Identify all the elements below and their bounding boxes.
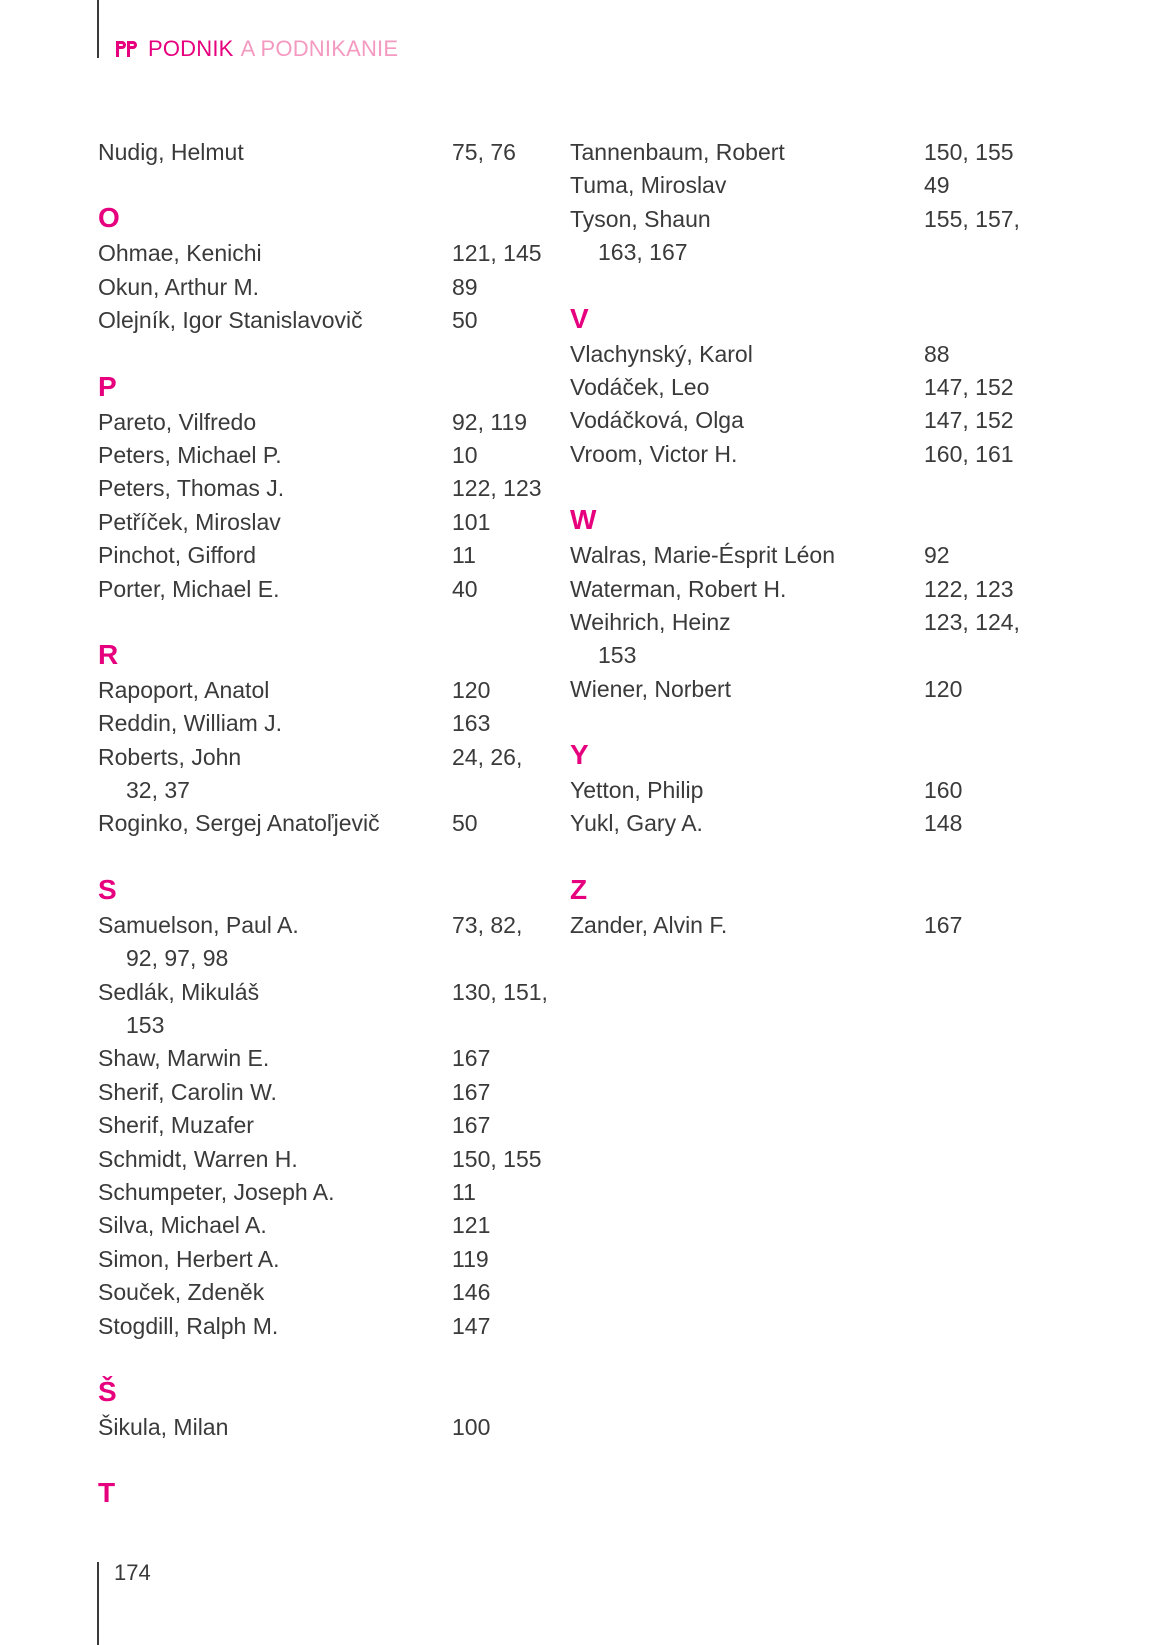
entry-pages: 146 bbox=[452, 1279, 491, 1306]
index-entry bbox=[98, 472, 558, 505]
entry-pages: 148 bbox=[924, 810, 963, 837]
index-entry bbox=[570, 673, 1030, 706]
index-entry bbox=[570, 606, 1030, 639]
entry-name: Porter, Michael E. bbox=[98, 575, 280, 602]
index-letter-heading: V bbox=[570, 302, 589, 334]
entry-pages: 100 bbox=[452, 1413, 491, 1440]
entry-pages: 89 bbox=[452, 273, 478, 300]
index-entry bbox=[98, 1176, 558, 1209]
index-letter-heading: T bbox=[98, 1477, 116, 1509]
entry-pages-continued: 163, 167 bbox=[598, 239, 688, 266]
entry-pages: 122, 123 bbox=[924, 575, 1014, 602]
entry-pages: 147, 152 bbox=[924, 373, 1014, 400]
index-entry bbox=[98, 506, 558, 539]
index-entry bbox=[98, 237, 558, 270]
entry-pages: 92 bbox=[924, 542, 950, 569]
entry-name: Silva, Michael A. bbox=[98, 1212, 267, 1239]
entry-pages: 75, 76 bbox=[452, 139, 516, 165]
entry-name: Sherif, Muzafer bbox=[98, 1112, 254, 1139]
entry-name: Okun, Arthur M. bbox=[98, 273, 260, 300]
entry-name: Roginko, Sergej Anatoľjevič bbox=[98, 810, 380, 837]
entry-pages: 167 bbox=[452, 1078, 491, 1105]
index-column-left bbox=[98, 136, 558, 1512]
index-entry bbox=[98, 707, 558, 740]
entry-pages: 24, 26, bbox=[452, 743, 523, 770]
index-entry bbox=[98, 674, 558, 707]
entry-name: Tannenbaum, Robert bbox=[570, 139, 785, 165]
index-entry bbox=[570, 807, 1030, 840]
entry-name: Shaw, Marwin E. bbox=[98, 1045, 270, 1072]
entry-name: Yetton, Philip bbox=[570, 777, 704, 804]
entry-pages: 50 bbox=[452, 307, 478, 334]
entry-name: Wiener, Norbert bbox=[570, 675, 732, 702]
index-entry bbox=[98, 539, 558, 572]
entry-pages: 130, 151, bbox=[452, 978, 548, 1005]
entry-name: Šikula, Milan bbox=[98, 1413, 229, 1440]
entry-pages-continued: 153 bbox=[126, 1012, 165, 1039]
entry-name: Reddin, William J. bbox=[98, 710, 283, 737]
index-entry bbox=[570, 169, 1030, 202]
entry-pages: 40 bbox=[452, 575, 478, 602]
index-entry bbox=[98, 1310, 558, 1343]
entry-name: Simon, Herbert A. bbox=[98, 1245, 280, 1272]
entry-name: Nudig, Helmut bbox=[98, 139, 244, 165]
entry-name: Sherif, Carolin W. bbox=[98, 1078, 277, 1105]
index-entry bbox=[98, 1276, 558, 1309]
entry-pages: 73, 82, bbox=[452, 911, 523, 938]
index-entry bbox=[98, 1109, 558, 1142]
index-entry bbox=[98, 1209, 558, 1242]
entry-pages: 49 bbox=[924, 172, 950, 199]
entry-name: Stogdill, Ralph M. bbox=[98, 1312, 279, 1339]
entry-name: Roberts, John bbox=[98, 743, 242, 770]
entry-pages: 120 bbox=[924, 675, 963, 702]
entry-pages-continued: 153 bbox=[598, 642, 637, 669]
entry-pages-continued: 92, 97, 98 bbox=[126, 945, 229, 972]
entry-pages: 88 bbox=[924, 340, 950, 367]
entry-name: Rapoport, Anatol bbox=[98, 676, 270, 703]
entry-pages: 167 bbox=[924, 911, 963, 938]
index-entry bbox=[98, 909, 558, 942]
index-entry bbox=[570, 136, 1030, 169]
index-column-right bbox=[570, 136, 1030, 942]
entry-pages: 121 bbox=[452, 1212, 491, 1239]
index-entry bbox=[570, 438, 1030, 471]
index-letter-heading: Š bbox=[98, 1375, 117, 1407]
entry-name: Pareto, Vilfredo bbox=[98, 408, 257, 435]
entry-pages: 160, 161 bbox=[924, 440, 1014, 467]
entry-pages: 167 bbox=[452, 1045, 491, 1072]
index-entry bbox=[98, 976, 558, 1009]
index-entry bbox=[570, 774, 1030, 807]
entry-name: Weihrich, Heinz bbox=[570, 608, 731, 635]
running-header bbox=[114, 34, 398, 64]
page-number: 174 bbox=[114, 1560, 151, 1585]
entry-name: Vodáček, Leo bbox=[570, 373, 710, 400]
index-entry bbox=[98, 1243, 558, 1276]
entry-name: Walras, Marie-Ésprit Léon bbox=[570, 542, 836, 569]
entry-pages-continued: 32, 37 bbox=[126, 777, 190, 804]
index-letter-heading: Z bbox=[570, 873, 588, 905]
index-entry bbox=[98, 271, 558, 304]
entry-pages: 10 bbox=[452, 441, 478, 468]
entry-pages: 147, 152 bbox=[924, 407, 1014, 434]
entry-name: Pinchot, Gifford bbox=[98, 542, 257, 569]
index-letter-heading: R bbox=[98, 638, 119, 670]
entry-name: Olejník, Igor Stanislavovič bbox=[98, 307, 363, 334]
entry-pages: 11 bbox=[452, 542, 476, 569]
index-entry bbox=[98, 741, 558, 774]
entry-name: Petříček, Miroslav bbox=[98, 508, 281, 535]
index-entry bbox=[98, 439, 558, 472]
entry-pages: 160 bbox=[924, 777, 963, 804]
header-title-sub: A PODNIKANIE bbox=[240, 36, 399, 61]
index-entry bbox=[570, 371, 1030, 404]
entry-pages: 120 bbox=[452, 676, 491, 703]
index-entry bbox=[570, 539, 1030, 572]
index-letter-heading: Y bbox=[570, 739, 589, 771]
entry-pages: 50 bbox=[452, 810, 478, 837]
entry-name: Tuma, Miroslav bbox=[570, 172, 727, 199]
index-entry bbox=[98, 1076, 558, 1109]
index-letter-heading: O bbox=[98, 202, 120, 234]
index-entry bbox=[98, 1411, 558, 1444]
entry-name: Zander, Alvin F. bbox=[570, 911, 728, 938]
index-entry bbox=[570, 338, 1030, 371]
index-entry bbox=[98, 406, 558, 439]
index-entry bbox=[98, 807, 558, 840]
entry-pages: 92, 119 bbox=[452, 408, 528, 435]
entry-name: Schumpeter, Joseph A. bbox=[98, 1178, 335, 1205]
index-entry bbox=[98, 136, 558, 169]
index-entry bbox=[98, 304, 558, 337]
entry-name: Sedlák, Mikuláš bbox=[98, 978, 260, 1005]
entry-name: Vlachynský, Karol bbox=[570, 340, 753, 367]
index-letter-heading: W bbox=[570, 504, 597, 536]
entry-pages: 123, 124, bbox=[924, 608, 1020, 635]
entry-pages: 119 bbox=[452, 1245, 489, 1272]
header-title-main: PODNIK bbox=[148, 36, 234, 61]
entry-name: Peters, Michael P. bbox=[98, 441, 282, 468]
entry-name: Yukl, Gary A. bbox=[570, 810, 703, 837]
index-letter-heading: S bbox=[98, 873, 117, 905]
index-entry bbox=[570, 203, 1030, 236]
index-entry bbox=[98, 1042, 558, 1075]
entry-name: Vroom, Victor H. bbox=[570, 440, 738, 467]
entry-name: Souček, Zdeněk bbox=[98, 1279, 265, 1306]
entry-pages: 163 bbox=[452, 710, 491, 737]
publisher-logo-icon bbox=[114, 39, 140, 59]
index-entry bbox=[570, 404, 1030, 437]
entry-pages: 11 bbox=[452, 1178, 476, 1205]
index-entry bbox=[570, 573, 1030, 606]
entry-name: Schmidt, Warren H. bbox=[98, 1145, 298, 1172]
entry-name: Vodáčková, Olga bbox=[570, 407, 744, 434]
index-entry bbox=[570, 909, 1030, 942]
entry-pages: 101 bbox=[452, 508, 491, 535]
entry-name: Ohmae, Kenichi bbox=[98, 240, 262, 267]
entry-name: Tyson, Shaun bbox=[570, 205, 711, 232]
header-rule bbox=[97, 0, 99, 58]
entry-pages: 155, 157, bbox=[924, 205, 1020, 232]
entry-pages: 150, 155 bbox=[924, 139, 1014, 165]
footer-rule bbox=[97, 1562, 99, 1645]
index-entry bbox=[98, 1143, 558, 1176]
entry-pages: 167 bbox=[452, 1112, 491, 1139]
entry-name: Peters, Thomas J. bbox=[98, 475, 285, 502]
entry-pages: 150, 155 bbox=[452, 1145, 542, 1172]
entry-name: Samuelson, Paul A. bbox=[98, 911, 299, 938]
index-letter-heading: P bbox=[98, 370, 117, 402]
index-entry bbox=[98, 573, 558, 606]
entry-name: Waterman, Robert H. bbox=[570, 575, 787, 602]
entry-pages: 122, 123 bbox=[452, 475, 542, 502]
entry-pages: 147 bbox=[452, 1312, 491, 1339]
entry-pages: 121, 145 bbox=[452, 240, 542, 267]
